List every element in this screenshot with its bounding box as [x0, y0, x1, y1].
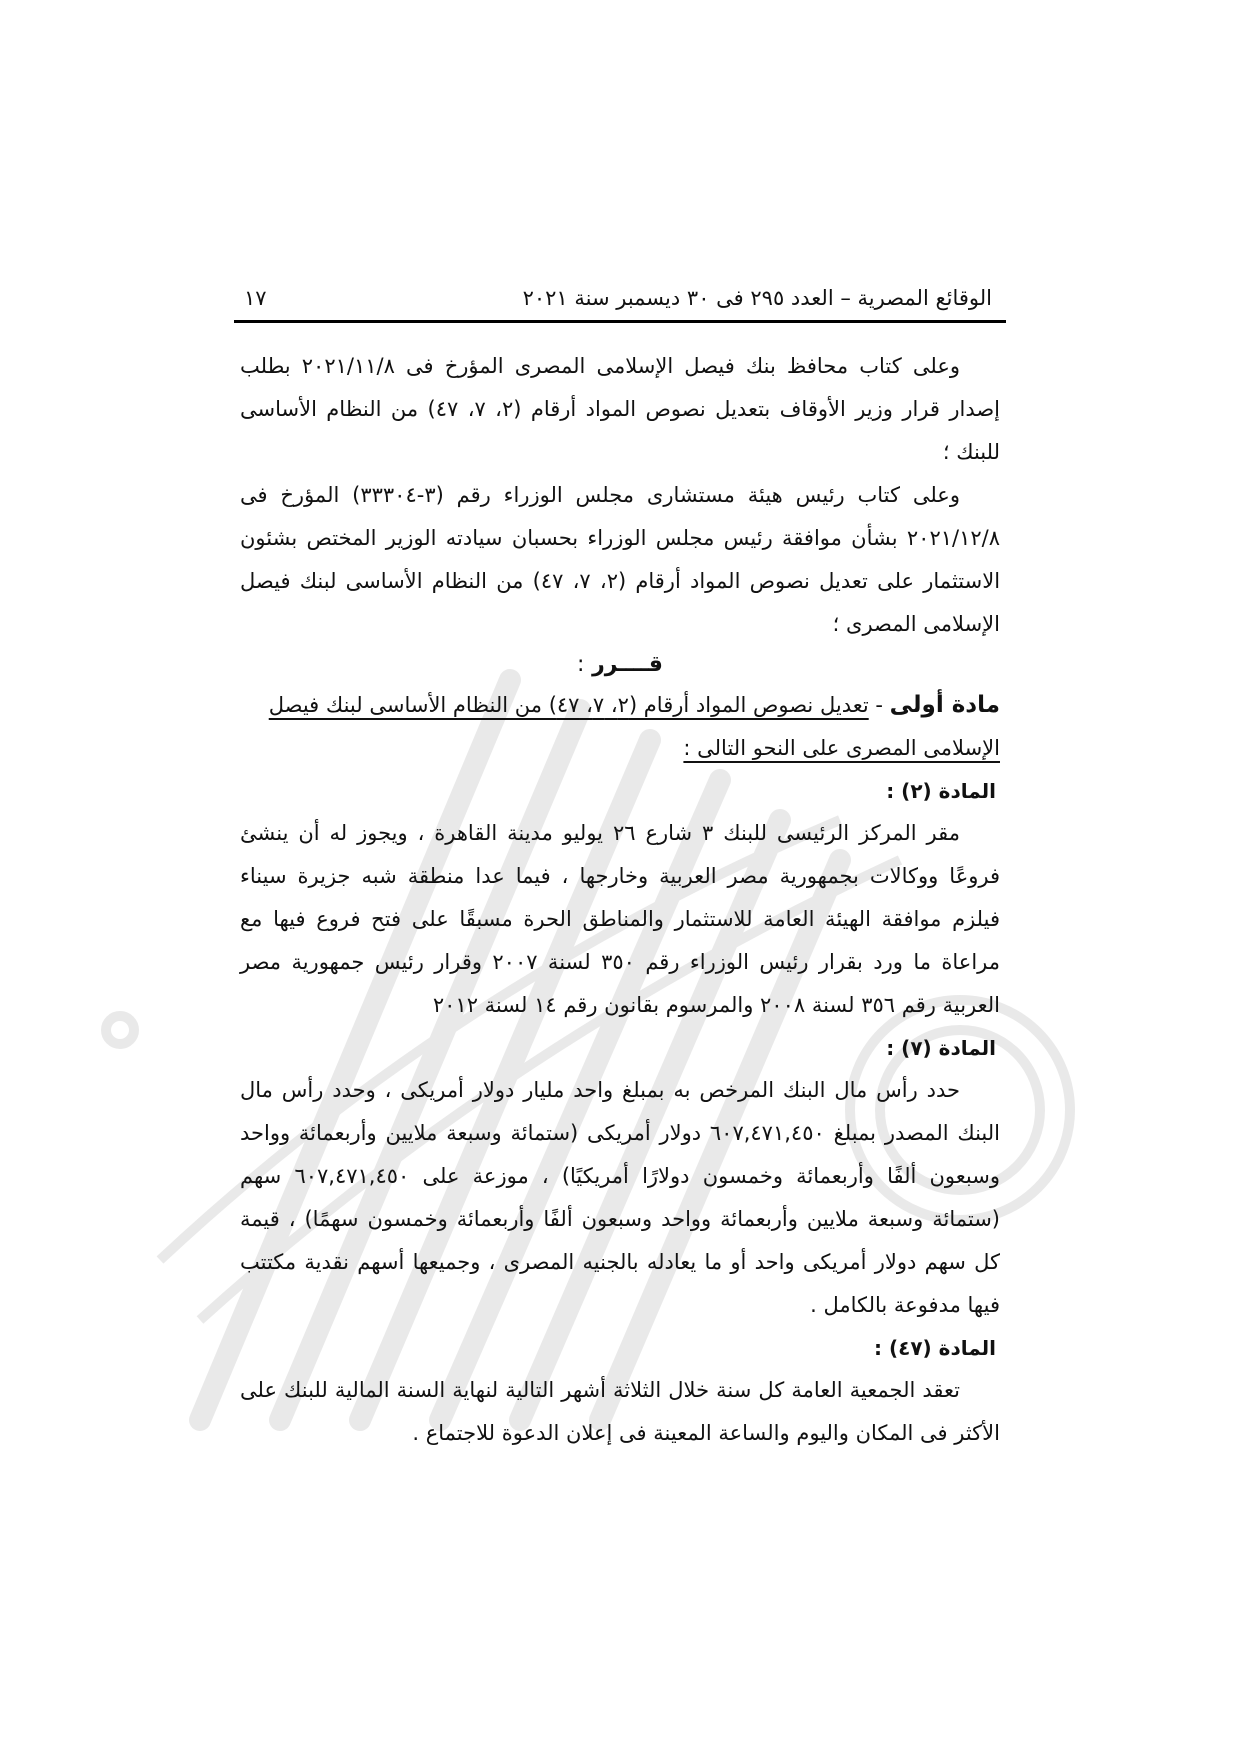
preamble-paragraph-2: وعلى كتاب رئيس هيئة مستشارى مجلس الوزراء رقم (٣-٣٣٣٠٤) المؤرخ فى ٢٠٢١/١٢/٨ بشأن موافقة رئيس مجلس الوزراء بحسبان سيادته الوزير المختص بشئون الاستثمار على تعديل نصوص المواد أرقام (٢، ٧، ٤٧) من النظام الأساسى لبنك فيصل الإسلامى المصرى ؛	[240, 483, 1001, 636]
preamble-paragraph-1: وعلى كتاب محافظ بنك فيصل الإسلامى المصرى المؤرخ فى ٢٠٢١/١١/٨ بطلب إصدار قرار وزير الأوقاف بتعديل نصوص المواد أرقام (٢، ٧، ٤٧) من النظام الأساسى للبنك ؛	[240, 354, 1001, 464]
decree-word: قــــرر	[592, 652, 663, 677]
header-rule	[234, 320, 1006, 323]
page-number: ١٧	[244, 286, 267, 310]
article-first-label: مادة أولى	[889, 692, 1000, 718]
gazette-title: الوقائع المصرية – العدد ٢٩٥ فى ٣٠ ديسمبر سنة ٢٠٢١	[522, 286, 992, 310]
article-first-paragraph	[240, 684, 1000, 770]
gazette-header	[240, 286, 1000, 320]
article-7-text: حدد رأس مال البنك المرخص به بمبلغ واحد مليار دولار أمريكى ، وحدد رأس مال البنك المصدر بمبلغ ٦٠٧,٤٧١,٤٥٠ دولار أمريكى (ستمائة وسبعة ملايين وأربعمائة وواحد وسبعون ألفًا وأربعمائة وخمسون دولارًا أمريكيًا) ، موزعة على ٦٠٧,٤٧١,٤٥٠ سهم (ستمائة وسبعة ملايين وأربعمائة وواحد وسبعون ألفًا وأربعمائة وخمسون سهمًا) ، قيمة كل سهم دولار أمريكى واحد أو ما يعادله بالجنيه المصرى ، وجميعها أسهم نقدية مكتتب فيها مدفوعة بالكامل .	[240, 1078, 1000, 1317]
article-47-text: تعقد الجمعية العامة كل سنة خلال الثلاثة أشهر التالية لنهاية السنة المالية للبنك على الأكثر فى المكان واليوم والساعة المعينة فى إعلان الدعوة للاجتماع .	[240, 1378, 1000, 1445]
document-page	[240, 286, 1000, 1455]
article-2-text: مقر المركز الرئيسى للبنك ٣ شارع ٢٦ يوليو مدينة القاهرة ، ويجوز له أن ينشئ فروعًا ووكالات بجمهورية مصر العربية وخارجها ، فيما عدا منطقة شبه جزيرة سيناء فيلزم موافقة الهيئة العامة للاستثمار والمناطق الحرة مسبقًا على فتح فروع فيها مع مراعاة ما ورد بقرار رئيس الوزراء رقم ٣٥٠ لسنة ٢٠٠٧ وقرار رئيس جمهورية مصر العربية رقم ٣٥٦ لسنة ٢٠٠٨ والمرسوم بقانون رقم ١٤ لسنة ٢٠١٢	[240, 821, 1000, 1017]
article-2-heading: المادة (٢) :	[886, 779, 996, 803]
decree-heading	[240, 646, 1000, 684]
article-7-heading: المادة (٧) :	[886, 1036, 996, 1060]
article-first-dash: -	[868, 693, 890, 717]
decree-colon: :	[577, 652, 585, 677]
article-47-heading: المادة (٤٧) :	[874, 1336, 996, 1360]
article-first-text: تعديل نصوص المواد أرقام (٢، ٧، ٤٧) من النظام الأساسى لبنك فيصل الإسلامى المصرى على النحو التالى :	[268, 693, 1000, 760]
